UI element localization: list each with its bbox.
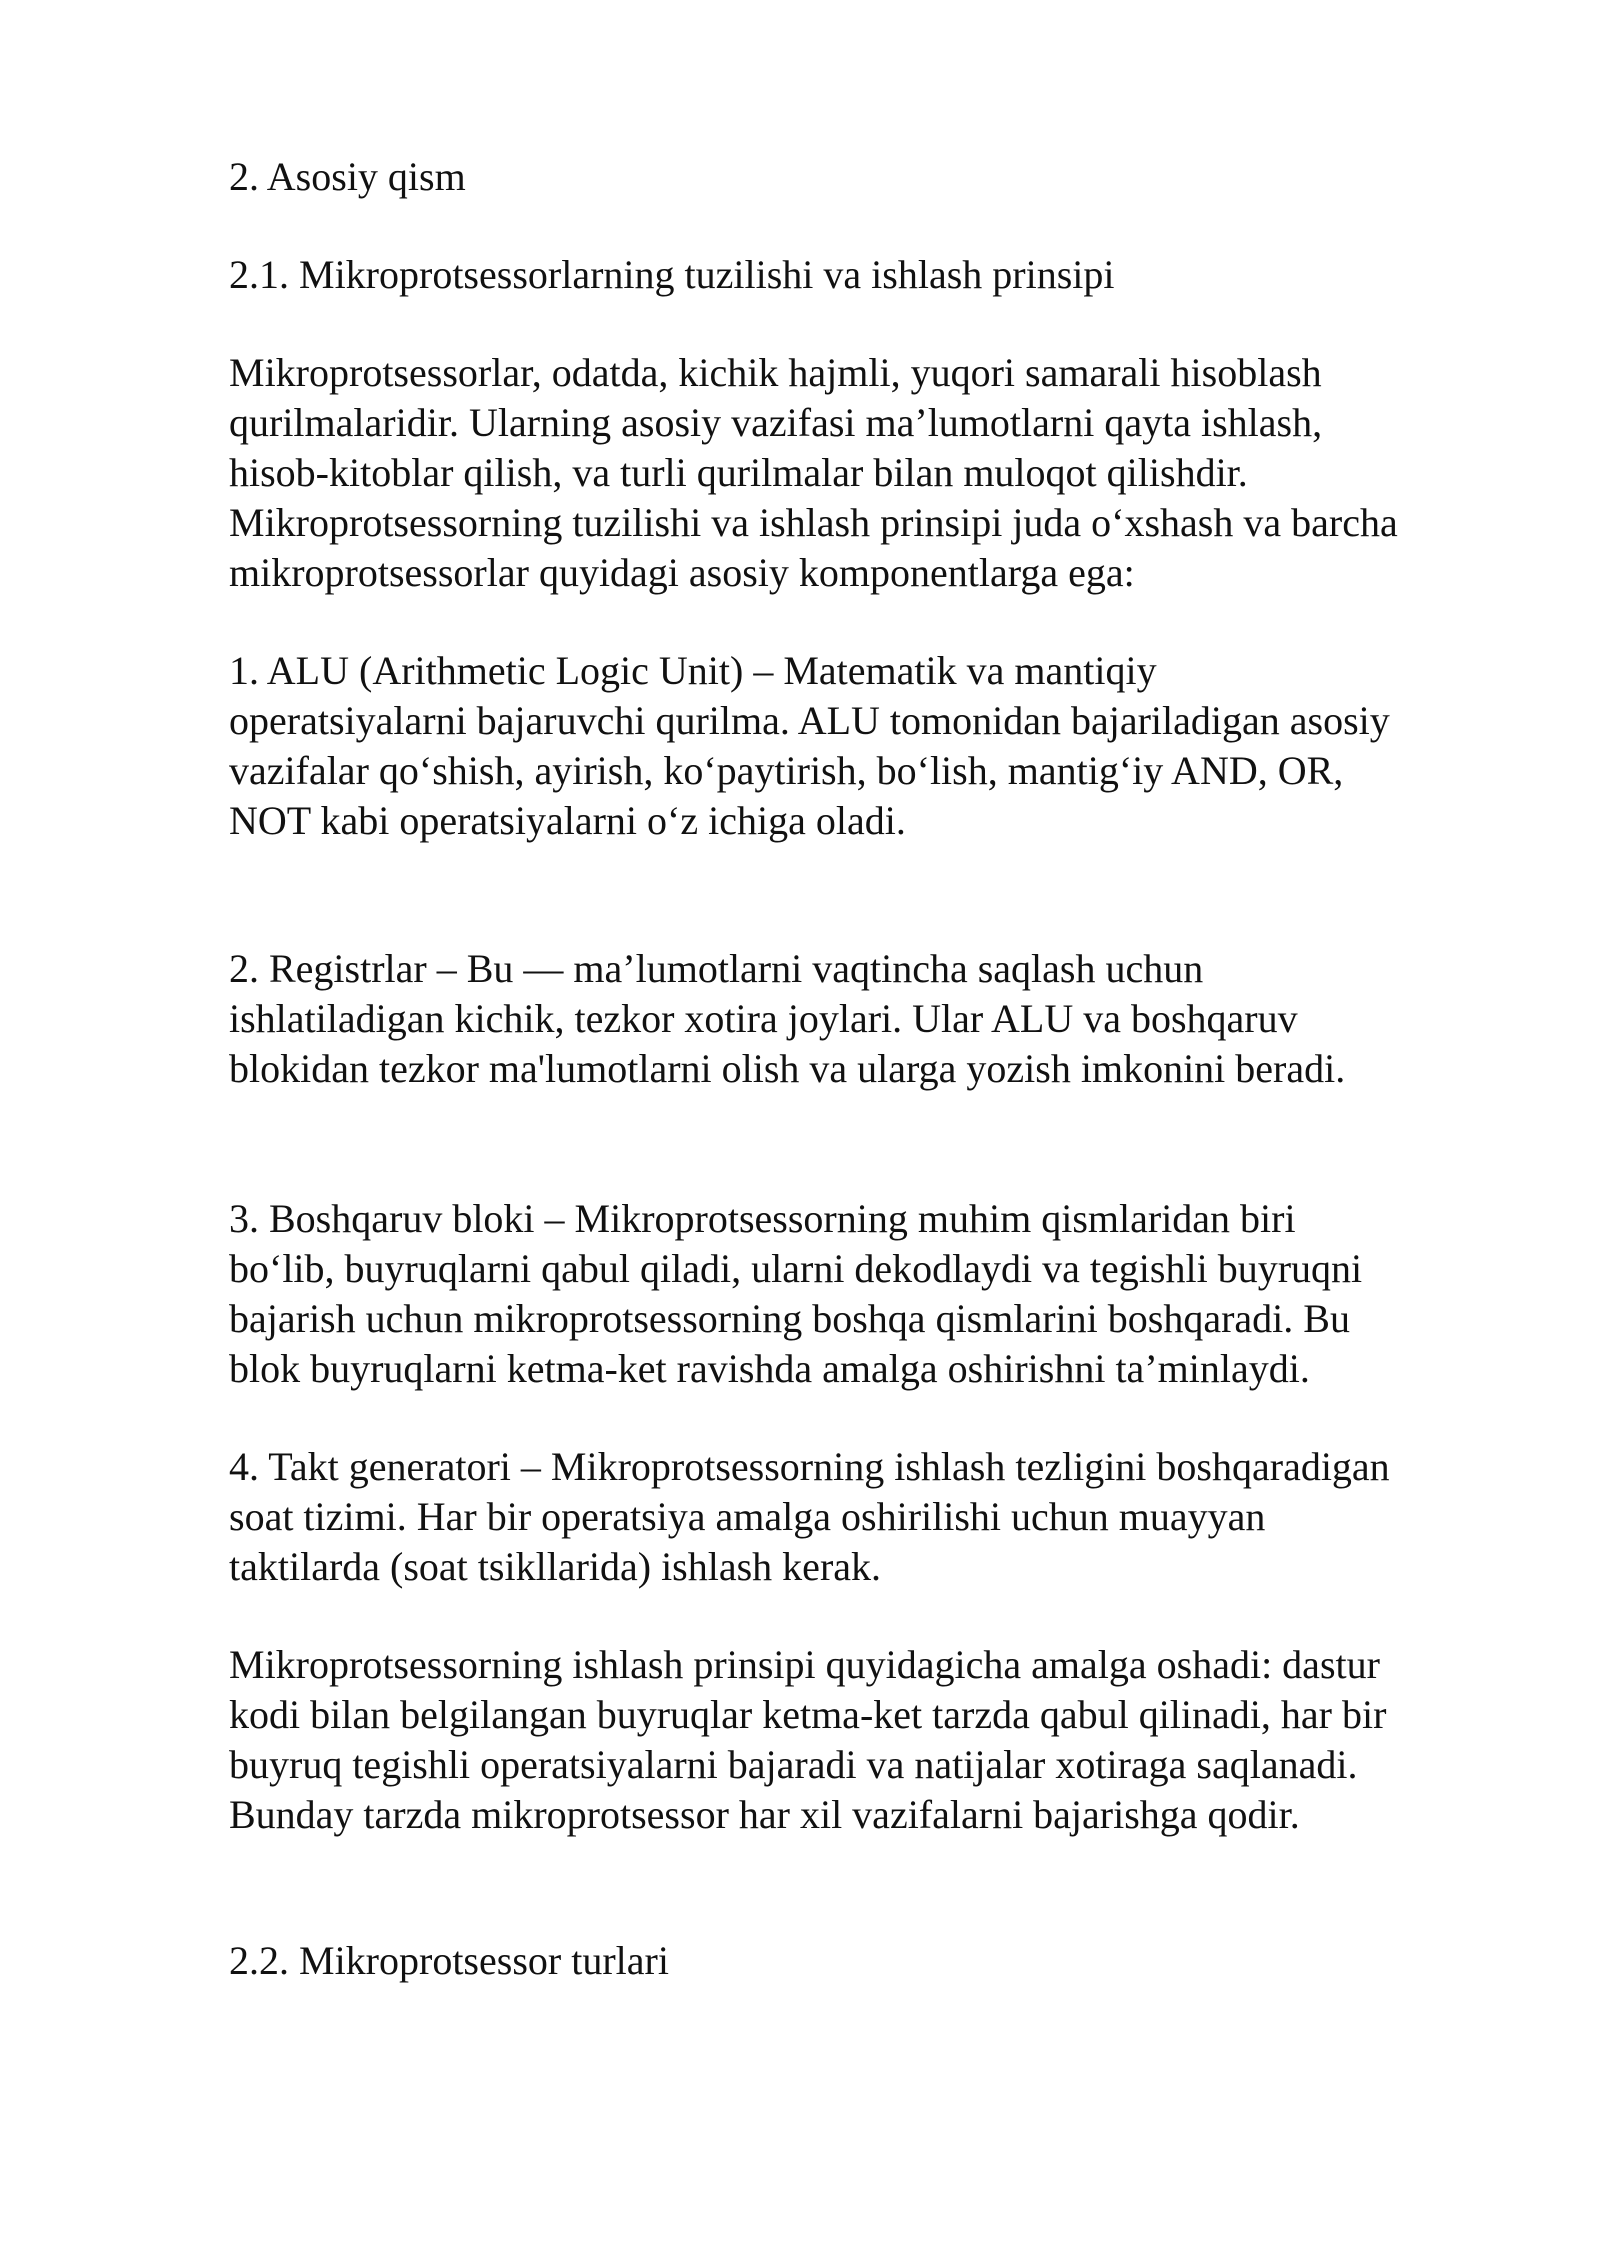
summary-paragraph (229, 1640, 1529, 1840)
paragraph-line: buyruq tegishli operatsiyalarni bajaradi va natijalar xotiraga saqlanadi. (229, 1742, 1358, 1787)
subsection-heading-text: 2.1. Mikroprotsessorlarning tuzilishi va ishlash prinsipi (229, 252, 1115, 297)
component-control-unit (229, 1194, 1529, 1394)
section-heading-text: 2. Asosiy qism (229, 154, 466, 199)
paragraph-line: bo‘lib, buyruqlarni qabul qiladi, ularni dekodlaydi va tegishli buyruqni (229, 1246, 1363, 1291)
next-subsection-heading (229, 1936, 1529, 1986)
spacer (229, 1592, 1529, 1640)
paragraph-line: soat tizimi. Har bir operatsiya amalga oshirilishi uchun muayyan (229, 1494, 1266, 1539)
spacer (229, 1840, 1529, 1936)
paragraph-line: Mikroprotsessorlar, odatda, kichik hajmli, yuqori samarali hisoblash (229, 350, 1322, 395)
paragraph-line: blokidan tezkor ma'lumotlarni olish va ularga yozish imkonini beradi. (229, 1046, 1346, 1091)
spacer (229, 1394, 1529, 1442)
paragraph-line: 4. Takt generatori – Mikroprotsessorning ishlash tezligini boshqaradigan (229, 1444, 1390, 1489)
paragraph-line: Mikroprotsessorning tuzilishi va ishlash prinsipi juda o‘xshash va barcha (229, 500, 1398, 545)
paragraph-line: 2. Registrlar – Bu — ma’lumotlarni vaqtincha saqlash uchun (229, 946, 1204, 991)
paragraph-line: hisob-kitoblar qilish, va turli qurilmalar bilan muloqot qilishdir. (229, 450, 1248, 495)
paragraph-line: kodi bilan belgilangan buyruqlar ketma-ket tarzda qabul qilinadi, har bir (229, 1692, 1387, 1737)
paragraph-line: qurilmalaridir. Ularning asosiy vazifasi ma’lumotlarni qayta ishlash, (229, 400, 1323, 445)
paragraph-line: Mikroprotsessorning ishlash prinsipi quyidagicha amalga oshadi: dastur (229, 1642, 1380, 1687)
paragraph-line: 1. ALU (Arithmetic Logic Unit) – Matematik va mantiqiy (229, 648, 1157, 693)
paragraph-line: ishlatiladigan kichik, tezkor xotira joylari. Ular ALU va boshqaruv (229, 996, 1298, 1041)
paragraph-line: 3. Boshqaruv bloki – Mikroprotsessorning muhim qismlaridan biri (229, 1196, 1296, 1241)
paragraph-line: vazifalar qo‘shish, ayirish, ko‘paytirish, bo‘lish, mantig‘iy AND, OR, (229, 748, 1344, 793)
spacer (229, 300, 1529, 348)
component-clock-generator (229, 1442, 1529, 1592)
paragraph-line: mikroprotsessorlar quyidagi asosiy komponentlarga ega: (229, 550, 1135, 595)
intro-paragraph (229, 348, 1529, 598)
subsection-heading (229, 250, 1529, 300)
paragraph-line: blok buyruqlarni ketma-ket ravishda amalga oshirishni ta’minlaydi. (229, 1346, 1310, 1391)
document-content (229, 152, 1529, 1986)
component-alu (229, 646, 1529, 846)
component-registers (229, 944, 1529, 1094)
spacer (229, 846, 1529, 944)
paragraph-line: operatsiyalarni bajaruvchi qurilma. ALU tomonidan bajariladigan asosiy (229, 698, 1390, 743)
section-heading (229, 152, 1529, 202)
paragraph-line: Bunday tarzda mikroprotsessor har xil vazifalarni bajarishga qodir. (229, 1792, 1300, 1837)
paragraph-line: NOT kabi operatsiyalarni o‘z ichiga oladi. (229, 798, 906, 843)
spacer (229, 202, 1529, 250)
paragraph-line: taktilarda (soat tsikllarida) ishlash kerak. (229, 1544, 882, 1589)
next-subsection-heading-text: 2.2. Mikroprotsessor turlari (229, 1938, 669, 1983)
spacer (229, 598, 1529, 646)
spacer (229, 1094, 1529, 1194)
paragraph-line: bajarish uchun mikroprotsessorning boshqa qismlarini boshqaradi. Bu (229, 1296, 1350, 1341)
